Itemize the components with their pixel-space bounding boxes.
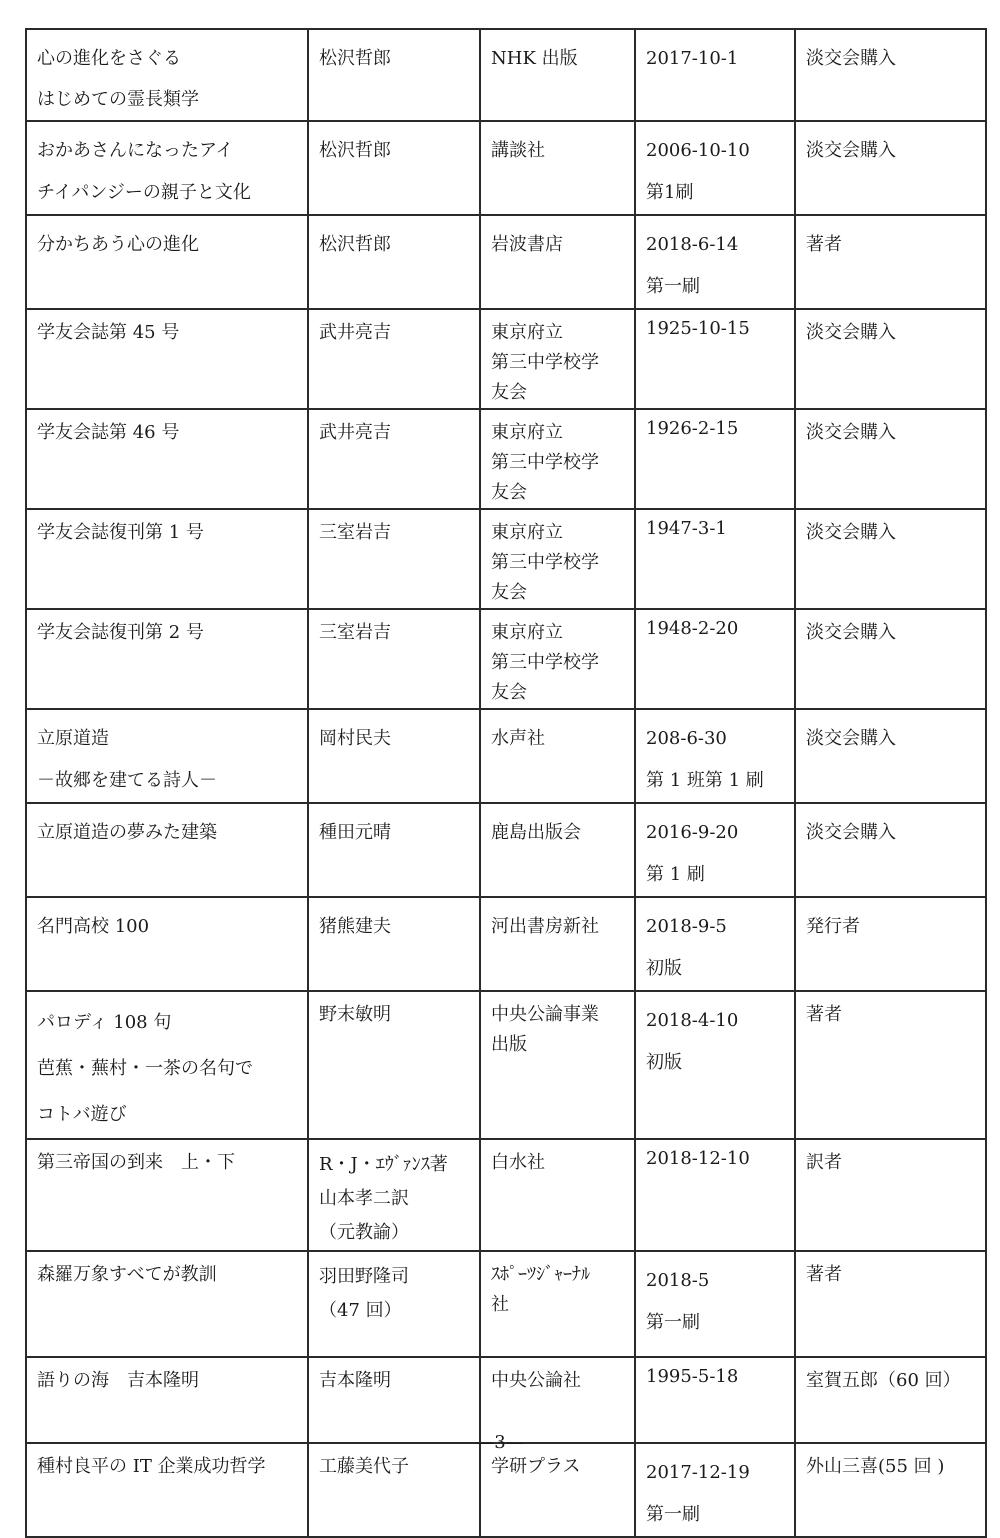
acquisition-text: 著者 <box>806 234 842 255</box>
publisher-text: 第三中学校学 <box>491 552 599 573</box>
date-text: 1925-10-15 <box>646 318 750 339</box>
acquisition-text: 訳者 <box>806 1152 842 1173</box>
title-text: おかあさんになったアイ <box>37 140 234 161</box>
title-cell <box>26 1251 308 1357</box>
acquisition-cell <box>795 609 986 709</box>
publisher-text: 東京府立 <box>491 622 563 643</box>
publisher-text: 東京府立 <box>491 322 563 343</box>
author-text: 三室岩吉 <box>319 522 391 543</box>
publisher-cell <box>480 509 635 609</box>
table-row <box>26 121 986 215</box>
publisher-text: 岩波書店 <box>491 234 563 255</box>
acquisition-cell <box>795 897 986 991</box>
publisher-cell <box>480 1443 635 1537</box>
title-cell <box>26 1443 308 1537</box>
title-text: 学友会誌復刊第 2 号 <box>37 622 204 643</box>
date-cell <box>635 215 795 309</box>
title-text: 立原道造の夢みた建築 <box>37 822 217 843</box>
table-row <box>26 409 986 509</box>
title-cell <box>26 897 308 991</box>
publisher-text: 東京府立 <box>491 422 563 443</box>
date-cell <box>635 1139 795 1251</box>
date-text: 第1刷 <box>646 182 694 203</box>
table-row <box>26 1251 986 1357</box>
author-text: 羽田野隆司 <box>319 1266 409 1287</box>
acquisition-cell <box>795 309 986 409</box>
table-row <box>26 1443 986 1537</box>
publisher-text: 鹿島出版会 <box>491 822 581 843</box>
table-row <box>26 803 986 897</box>
author-text: （元教諭） <box>319 1222 409 1243</box>
publisher-cell <box>480 1251 635 1357</box>
date-cell <box>635 29 795 121</box>
title-text: 芭蕉・蕪村・一茶の名句で <box>37 1058 253 1079</box>
date-text: 1926-2-15 <box>646 418 739 439</box>
title-text: はじめての霊長類学 <box>37 89 199 110</box>
author-text: 野末敏明 <box>319 1004 391 1025</box>
author-cell <box>308 29 480 121</box>
publisher-text: 東京府立 <box>491 522 563 543</box>
author-text: 猪熊建夫 <box>319 916 391 937</box>
publisher-text: 中央公論事業 <box>491 1004 599 1025</box>
publisher-text: 友会 <box>491 382 527 403</box>
date-cell <box>635 509 795 609</box>
publisher-text: 友会 <box>491 582 527 603</box>
date-cell <box>635 1357 795 1443</box>
date-cell <box>635 1251 795 1357</box>
publisher-text: 中央公論社 <box>491 1370 581 1391</box>
author-cell <box>308 1251 480 1357</box>
date-text: 初版 <box>646 1052 682 1073</box>
date-text: 第一刷 <box>646 1504 700 1525</box>
book-list-table <box>25 28 987 1538</box>
date-text: 第 1 刷 <box>646 864 705 885</box>
date-text: 2016-9-20 <box>646 822 739 843</box>
publisher-cell <box>480 1139 635 1251</box>
author-cell <box>308 509 480 609</box>
author-text: 種田元晴 <box>319 822 391 843</box>
author-text: 吉本隆明 <box>319 1370 391 1391</box>
author-cell <box>308 803 480 897</box>
publisher-cell <box>480 897 635 991</box>
table-row <box>26 1357 986 1443</box>
title-text: 学友会誌復刊第 1 号 <box>37 522 204 543</box>
publisher-text: NHK 出版 <box>491 48 578 69</box>
acquisition-text: 発行者 <box>806 916 860 937</box>
publisher-text: 第三中学校学 <box>491 452 599 473</box>
title-text: 種村良平の IT 企業成功哲学 <box>37 1456 266 1477</box>
author-cell <box>308 609 480 709</box>
publisher-cell <box>480 991 635 1139</box>
title-cell <box>26 509 308 609</box>
acquisition-cell <box>795 991 986 1139</box>
acquisition-text: 淡交会購入 <box>806 822 896 843</box>
author-cell <box>308 1139 480 1251</box>
date-text: 2018-4-10 <box>646 1010 739 1031</box>
title-cell <box>26 709 308 803</box>
date-cell <box>635 609 795 709</box>
author-text: 岡村民夫 <box>319 728 391 749</box>
acquisition-cell <box>795 1251 986 1357</box>
date-cell <box>635 121 795 215</box>
title-text: 第三帝国の到来 上・下 <box>37 1152 235 1173</box>
acquisition-cell <box>795 121 986 215</box>
table-row <box>26 309 986 409</box>
author-text: 武井亮吉 <box>319 322 391 343</box>
author-cell <box>308 897 480 991</box>
publisher-cell <box>480 609 635 709</box>
date-cell <box>635 309 795 409</box>
date-cell <box>635 991 795 1139</box>
publisher-text: 学研プラス <box>491 1456 581 1477</box>
title-cell <box>26 1357 308 1443</box>
author-cell <box>308 215 480 309</box>
title-cell <box>26 1139 308 1251</box>
publisher-cell <box>480 1357 635 1443</box>
date-cell <box>635 409 795 509</box>
acquisition-text: 淡交会購入 <box>806 322 896 343</box>
date-text: 2018-5 <box>646 1270 710 1291</box>
publisher-cell <box>480 709 635 803</box>
author-text: 松沢哲郎 <box>319 140 391 161</box>
date-text: 2006-10-10 <box>646 140 750 161</box>
acquisition-cell <box>795 29 986 121</box>
publisher-text: 白水社 <box>491 1152 545 1173</box>
date-text: 第 1 班第 1 刷 <box>646 770 764 791</box>
acquisition-cell <box>795 509 986 609</box>
table-row <box>26 1139 986 1251</box>
date-text: 2018-6-14 <box>646 234 739 255</box>
acquisition-cell <box>795 215 986 309</box>
acquisition-text: 著者 <box>806 1004 842 1025</box>
table-row <box>26 29 986 121</box>
title-text: コトバ遊び <box>37 1104 127 1125</box>
publisher-text: 出版 <box>491 1034 527 1055</box>
publisher-text: ｽﾎﾟｰﾂｼﾞｬｰﾅﾙ <box>491 1264 590 1285</box>
publisher-text: 第三中学校学 <box>491 652 599 673</box>
author-text: 松沢哲郎 <box>319 234 391 255</box>
title-cell <box>26 991 308 1139</box>
publisher-text: 講談社 <box>491 140 545 161</box>
author-cell <box>308 1357 480 1443</box>
title-text: －故郷を建てる詩人－ <box>37 770 217 791</box>
author-text: 工藤美代子 <box>319 1456 409 1477</box>
author-text: 松沢哲郎 <box>319 48 391 69</box>
publisher-text: 第三中学校学 <box>491 352 599 373</box>
acquisition-text: 室賀五郎（60 回） <box>806 1370 961 1391</box>
date-cell <box>635 897 795 991</box>
date-text: 第一刷 <box>646 276 700 297</box>
title-cell <box>26 309 308 409</box>
publisher-cell <box>480 803 635 897</box>
date-text: 2017-12-19 <box>646 1462 750 1483</box>
table-row <box>26 991 986 1139</box>
acquisition-text: 淡交会購入 <box>806 522 896 543</box>
publisher-cell <box>480 309 635 409</box>
author-text: 武井亮吉 <box>319 422 391 443</box>
acquisition-text: 淡交会購入 <box>806 140 896 161</box>
author-cell <box>308 709 480 803</box>
title-text: チイパンジーの親子と文化 <box>37 182 251 203</box>
table-row <box>26 509 986 609</box>
date-text: 1947-3-1 <box>646 518 727 539</box>
date-text: 第一刷 <box>646 1312 700 1333</box>
publisher-cell <box>480 215 635 309</box>
acquisition-text: 淡交会購入 <box>806 48 896 69</box>
title-cell <box>26 29 308 121</box>
date-text: 2018-12-10 <box>646 1148 750 1169</box>
table-row <box>26 897 986 991</box>
author-cell <box>308 991 480 1139</box>
date-cell <box>635 803 795 897</box>
author-text: （47 回） <box>319 1300 402 1321</box>
date-text: 2018-9-5 <box>646 916 727 937</box>
title-cell <box>26 121 308 215</box>
publisher-text: 友会 <box>491 682 527 703</box>
acquisition-text: 外山三喜(55 回 ) <box>806 1456 945 1477</box>
acquisition-cell <box>795 1139 986 1251</box>
title-text: 分かちあう心の進化 <box>37 234 199 255</box>
title-text: 名門高校 100 <box>37 916 150 937</box>
publisher-cell <box>480 409 635 509</box>
acquisition-cell <box>795 1357 986 1443</box>
date-text: 1995-5-18 <box>646 1366 739 1387</box>
title-cell <box>26 609 308 709</box>
table-row <box>26 609 986 709</box>
title-text: 心の進化をさぐる <box>37 48 181 69</box>
title-cell <box>26 409 308 509</box>
publisher-text: 社 <box>491 1294 509 1315</box>
date-cell <box>635 709 795 803</box>
title-cell <box>26 215 308 309</box>
title-text: 立原道造 <box>37 728 109 749</box>
title-text: 森羅万象すべてが教訓 <box>37 1264 217 1285</box>
acquisition-cell <box>795 803 986 897</box>
title-cell <box>26 803 308 897</box>
acquisition-text: 淡交会購入 <box>806 622 896 643</box>
book-list-body <box>26 29 986 1537</box>
author-text: 山本孝二訳 <box>319 1188 409 1209</box>
title-text: 語りの海 吉本隆明 <box>37 1370 199 1391</box>
acquisition-cell <box>795 1443 986 1537</box>
acquisition-cell <box>795 709 986 803</box>
author-cell <box>308 309 480 409</box>
author-cell <box>308 121 480 215</box>
date-cell <box>635 1443 795 1537</box>
publisher-text: 友会 <box>491 482 527 503</box>
table-row <box>26 709 986 803</box>
title-text: パロディ 108 句 <box>37 1012 172 1033</box>
acquisition-text: 淡交会購入 <box>806 728 896 749</box>
date-text: 208-6-30 <box>646 728 727 749</box>
page-number: —3— <box>476 1432 524 1453</box>
date-text: 2017-10-1 <box>646 48 739 69</box>
acquisition-cell <box>795 409 986 509</box>
author-text: 三室岩吉 <box>319 622 391 643</box>
publisher-text: 水声社 <box>491 728 545 749</box>
author-text: R・J・ｴｳﾞｧﾝｽ著 <box>319 1154 448 1175</box>
publisher-text: 河出書房新社 <box>491 916 599 937</box>
title-text: 学友会誌第 45 号 <box>37 322 180 343</box>
title-text: 学友会誌第 46 号 <box>37 422 180 443</box>
publisher-cell <box>480 29 635 121</box>
acquisition-text: 淡交会購入 <box>806 422 896 443</box>
table-row <box>26 215 986 309</box>
author-cell <box>308 409 480 509</box>
date-text: 1948-2-20 <box>646 618 739 639</box>
publisher-cell <box>480 121 635 215</box>
acquisition-text: 著者 <box>806 1264 842 1285</box>
date-text: 初版 <box>646 958 682 979</box>
author-cell <box>308 1443 480 1537</box>
